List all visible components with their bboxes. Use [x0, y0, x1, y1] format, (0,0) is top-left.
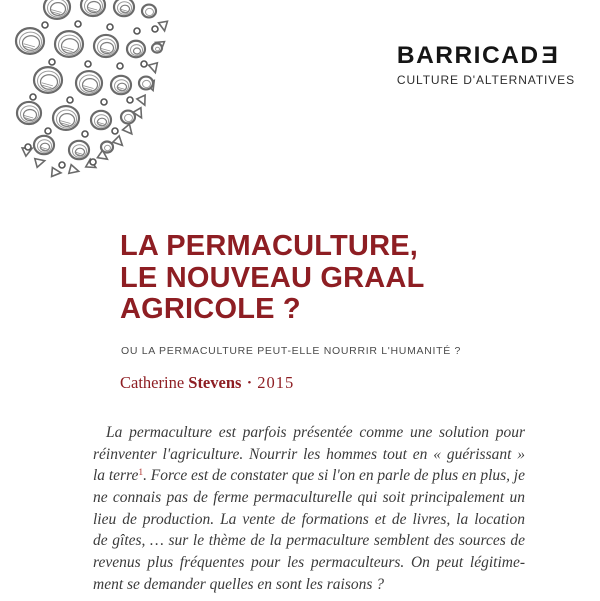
- radiolarian-sketch-image: [0, 0, 200, 182]
- sketch-spike: [35, 156, 46, 167]
- body-text-line: [93, 424, 525, 446]
- sketch-node-dot: [30, 94, 36, 100]
- body-text-segment: La permaculture est parfois présentée comme une solution pour: [106, 424, 525, 441]
- article-title: [120, 231, 425, 326]
- sketch-node-dot: [141, 61, 147, 67]
- body-text-segment: la terre: [93, 467, 139, 485]
- sketch-node-dot: [134, 28, 140, 34]
- publisher-name-reversed-e: E: [539, 42, 558, 69]
- pore-ring: [55, 31, 83, 57]
- sketch-spike: [159, 21, 169, 31]
- publisher-logo: [397, 44, 575, 87]
- publisher-tagline: CULTURE D'ALTERNATIVES: [396, 73, 575, 87]
- publisher-name-prefix: BARRICAD: [396, 42, 540, 69]
- pore-ring: [127, 41, 145, 58]
- sketch-node-dot: [42, 22, 48, 28]
- sketch-node-dot: [49, 59, 55, 65]
- body-text-segment: de gîtes, … sur le thème de la permaculture semblent des sources de: [93, 532, 525, 550]
- author-line: [120, 373, 294, 393]
- sketch-node-dot: [67, 97, 73, 103]
- sketch-spike: [52, 168, 62, 178]
- article-subtitle: OU LA PERMACULTURE PEUT-ELLE NOURRIR L'HUMANITÉ ?: [121, 345, 462, 357]
- pore-ring: [152, 43, 162, 52]
- pore-ring: [44, 0, 70, 19]
- body-text-segment: réinventer l'agriculture. Nourrir les hommes tout en « guérissant »: [93, 445, 525, 463]
- body-text-line: [93, 576, 525, 598]
- pore-ring: [121, 111, 135, 124]
- pore-ring: [81, 0, 105, 16]
- sketch-spike: [137, 95, 149, 107]
- sketch-node-dot: [85, 61, 91, 67]
- body-text-line: [93, 554, 525, 576]
- sketch-node-dot: [117, 63, 123, 69]
- pore-ring: [111, 76, 131, 94]
- author-first-name: Catherine: [120, 373, 185, 392]
- publisher-name: [397, 44, 575, 68]
- sketch-node-dot: [101, 99, 107, 105]
- sketch-spike: [113, 136, 126, 149]
- body-text-line: [93, 532, 525, 554]
- publication-year: 2015: [257, 373, 295, 392]
- body-text-segment: ment se demander quelles en sont les raisons ?: [93, 575, 385, 593]
- body-text-line: [93, 446, 525, 468]
- sketch-node-dot: [45, 128, 51, 134]
- sketch-node-dot: [25, 144, 31, 150]
- pore-ring: [17, 102, 41, 124]
- body-text-segment: revenus plus fréquentes pour les permaculteurs. On peut légitime-: [93, 554, 525, 572]
- pore-ring: [76, 71, 102, 95]
- sketch-node-dot: [112, 128, 118, 134]
- pore-ring: [139, 77, 153, 90]
- footnote-reference: 1: [138, 468, 144, 479]
- pore-ring: [114, 0, 134, 16]
- article-title-line: AGRICOLE ?: [120, 293, 301, 325]
- sketch-node-dot: [90, 159, 96, 165]
- sketch-node-dot: [107, 24, 113, 30]
- pore-ring: [69, 141, 89, 159]
- pore-ring: [34, 67, 62, 93]
- article-title-line: LE NOUVEAU GRAAL: [120, 261, 425, 294]
- sketch-spike: [123, 124, 136, 137]
- article-title-line: LA PERMACULTURE,: [120, 230, 419, 262]
- pore-ring: [94, 35, 118, 57]
- body-paragraph: [93, 424, 525, 598]
- body-text-line: [93, 511, 525, 533]
- body-text-segment: lieu de production. La vente de formations et de livres, la location: [93, 510, 525, 528]
- pore-ring: [34, 136, 54, 154]
- sketch-node-dot: [75, 21, 81, 27]
- body-text-line: [93, 467, 525, 489]
- pore-ring: [142, 5, 156, 18]
- pore-ring: [101, 141, 113, 152]
- body-text-segment: ne connais pas de ferme permaculturelle qui soit principalement un: [93, 489, 525, 507]
- pore-ring: [91, 111, 111, 129]
- sketch-spike: [69, 165, 80, 176]
- pore-ring: [16, 28, 44, 54]
- body-text-line: [93, 489, 525, 511]
- sketch-node-dot: [127, 97, 133, 103]
- author-separator-bullet: •: [247, 377, 252, 389]
- pore-ring: [53, 106, 79, 130]
- author-last-name: Stevens: [188, 373, 242, 392]
- body-text-segment: . Force est de constater que si l'on en parle de plus en plus, je: [143, 467, 525, 485]
- sketch-node-dot: [152, 26, 158, 32]
- sketch-spike: [149, 63, 160, 74]
- sketch-node-dot: [82, 131, 88, 137]
- sketch-node-dot: [59, 162, 65, 168]
